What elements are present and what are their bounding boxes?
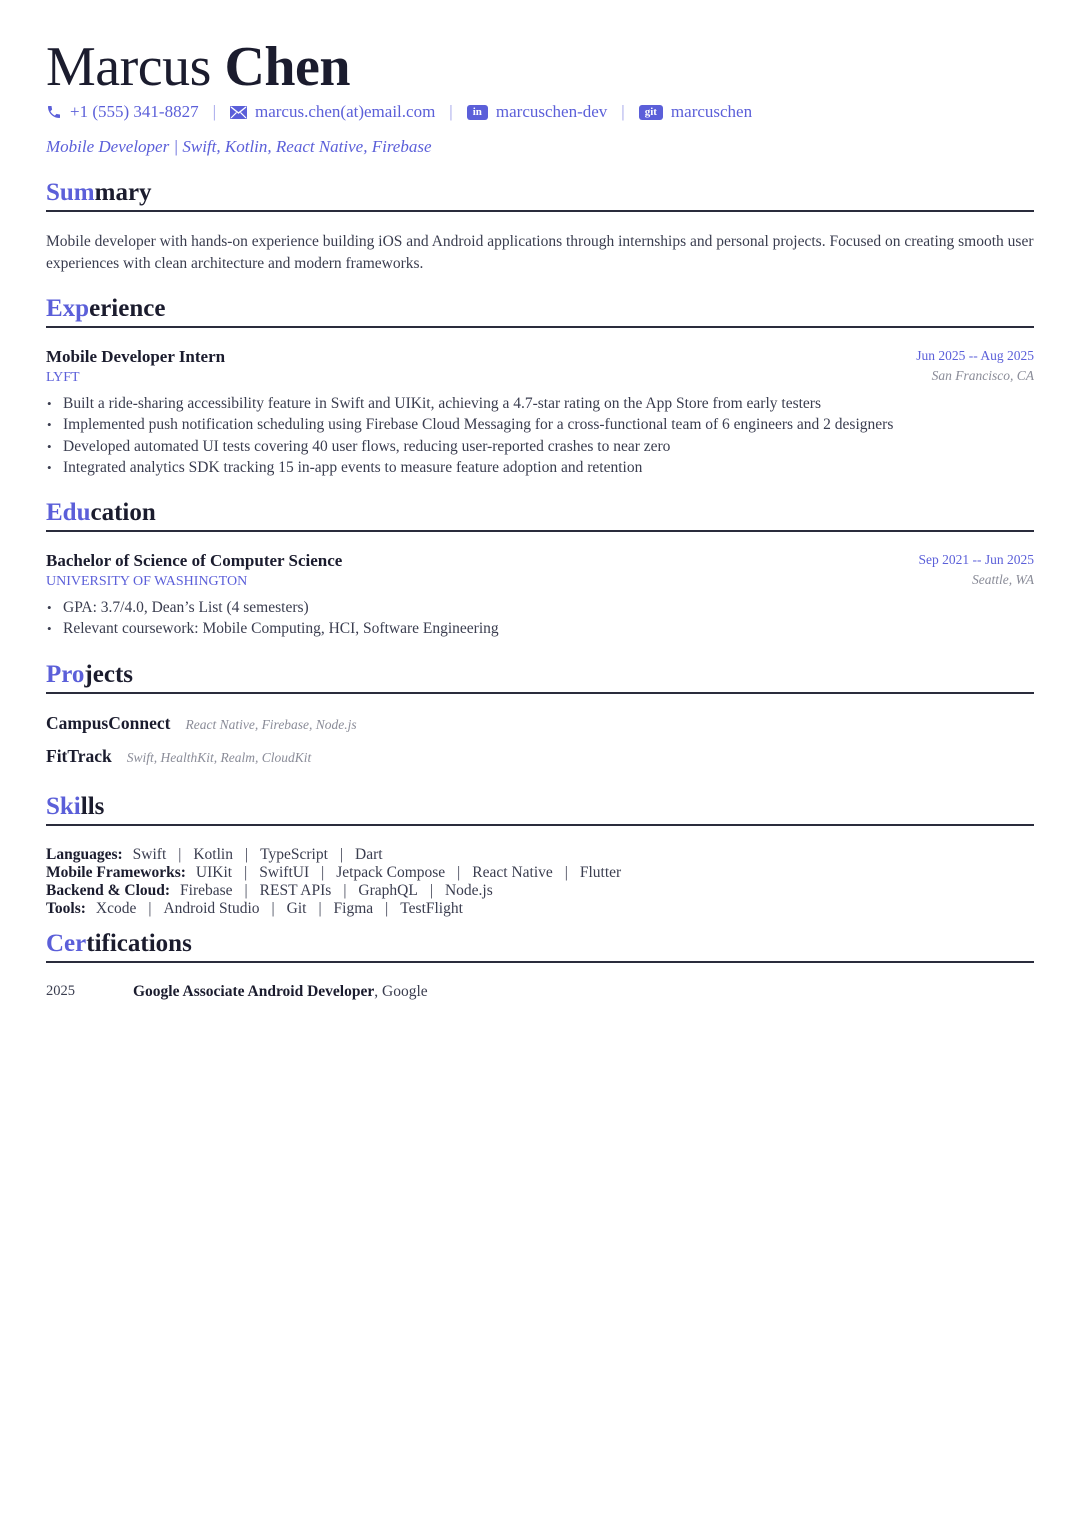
company-name: LYFT bbox=[46, 370, 80, 385]
project-item bbox=[46, 713, 357, 734]
education-bullets bbox=[46, 597, 499, 640]
phone-number: +1 (555) 341-8827 bbox=[70, 102, 199, 121]
separator: | bbox=[212, 102, 216, 121]
list-item: • Relevant coursework: Mobile Computing, HCI, Software Engineering bbox=[46, 618, 499, 639]
project-tech: Swift, HealthKit, Realm, CloudKit bbox=[126, 750, 312, 765]
separator: | bbox=[429, 882, 433, 899]
envelope-icon bbox=[230, 106, 247, 119]
list-item: • Integrated analytics SDK tracking 15 in-app events to measure feature adoption and retention bbox=[46, 457, 893, 478]
candidate-name bbox=[46, 36, 350, 98]
separator: | bbox=[318, 900, 322, 917]
github-badge: git bbox=[639, 105, 663, 120]
section-heading-education: Education bbox=[46, 498, 1034, 532]
list-item: • GPA: 3.7/4.0, Dean’s List (4 semesters) bbox=[46, 597, 499, 618]
project-name: CampusConnect bbox=[46, 713, 171, 733]
project-item bbox=[46, 746, 311, 767]
separator: | bbox=[244, 864, 248, 881]
section-heading-summary: Summary bbox=[46, 178, 1034, 212]
separator: | bbox=[621, 102, 625, 121]
section-heading-certifications: Certifications bbox=[46, 929, 1034, 963]
linkedin-handle: marcuschen-dev bbox=[495, 102, 608, 121]
project-name: FitTrack bbox=[46, 746, 112, 766]
separator: | bbox=[271, 900, 275, 917]
education-location: Seattle, WA bbox=[971, 572, 1034, 587]
phone-contact[interactable] bbox=[46, 102, 199, 122]
skill-row-tools: Tools: Xcode | Android Studio | Git | Figma | TestFlight bbox=[46, 900, 463, 917]
job-location: San Francisco, CA bbox=[931, 368, 1034, 383]
separator: | bbox=[457, 864, 461, 881]
separator: | bbox=[339, 846, 343, 863]
degree-title: Bachelor of Science of Computer Science bbox=[46, 551, 343, 570]
separator: | bbox=[244, 846, 249, 863]
section-heading-experience: Experience bbox=[46, 294, 1034, 328]
certification-year: 2025 bbox=[46, 983, 75, 999]
linkedin-icon bbox=[467, 105, 488, 120]
job-bullets bbox=[46, 393, 893, 478]
education-dates: Sep 2021 -- Jun 2025 bbox=[918, 552, 1034, 567]
summary-text: Mobile developer with hands-on experience building iOS and Android applications through internships and personal projects. Focused on creating smooth user experiences with clean architecture and modern frameworks. bbox=[46, 233, 1034, 272]
email-contact[interactable] bbox=[230, 102, 435, 122]
github-contact[interactable] bbox=[639, 102, 752, 122]
skill-row-backend-cloud: Backend & Cloud: Firebase | REST APIs | GraphQL | Node.js bbox=[46, 882, 493, 899]
list-item: • Implemented push notification scheduling using Firebase Cloud Messaging for a cross-functional team of 6 engineers and 2 designers bbox=[46, 414, 893, 435]
first-name: Marcus bbox=[46, 36, 211, 98]
section-heading-projects: Projects bbox=[46, 660, 1034, 694]
separator: | bbox=[385, 900, 389, 917]
phone-icon bbox=[46, 104, 62, 120]
tagline: Mobile Developer | Swift, Kotlin, React Native, Firebase bbox=[46, 137, 432, 156]
separator: | bbox=[178, 846, 182, 863]
separator: | bbox=[148, 900, 152, 917]
separator: | bbox=[449, 102, 453, 121]
skills-list bbox=[46, 846, 621, 918]
separator: | bbox=[244, 882, 248, 899]
certification-issuer: , Google bbox=[374, 983, 428, 1000]
email-address: marcus.chen(at)email.com bbox=[254, 102, 436, 121]
list-item: • Developed automated UI tests covering 40 user flows, reducing user-reported crashes to near zero bbox=[46, 436, 893, 457]
linkedin-contact[interactable] bbox=[467, 102, 608, 122]
contact-line bbox=[46, 102, 752, 122]
github-handle: marcuschen bbox=[670, 102, 753, 121]
separator: | bbox=[343, 882, 347, 899]
job-dates: Jun 2025 -- Aug 2025 bbox=[916, 348, 1034, 363]
project-tech: React Native, Firebase, Node.js bbox=[185, 717, 357, 732]
last-name: Chen bbox=[224, 36, 351, 98]
skill-row-languages: Languages: Swift | Kotlin | TypeScript | Dart bbox=[46, 846, 383, 863]
job-title: Mobile Developer Intern bbox=[46, 347, 226, 366]
skill-row-mobile-frameworks: Mobile Frameworks: UIKit | SwiftUI | Jetpack Compose | React Native | Flutter bbox=[46, 864, 622, 881]
separator: | bbox=[564, 864, 568, 881]
github-icon bbox=[639, 105, 663, 120]
certification-item bbox=[46, 983, 428, 1001]
school-name: UNIVERSITY OF WASHINGTON bbox=[46, 574, 248, 589]
list-item: • Built a ride-sharing accessibility feature in Swift and UIKit, achieving a 4.7-star rating on the App Store from early testers bbox=[46, 393, 893, 414]
certification-name: Google Associate Android Developer bbox=[133, 983, 375, 1000]
linkedin-badge: in bbox=[467, 105, 488, 120]
separator: | bbox=[321, 864, 325, 881]
section-heading-skills: Skills bbox=[46, 792, 1034, 826]
